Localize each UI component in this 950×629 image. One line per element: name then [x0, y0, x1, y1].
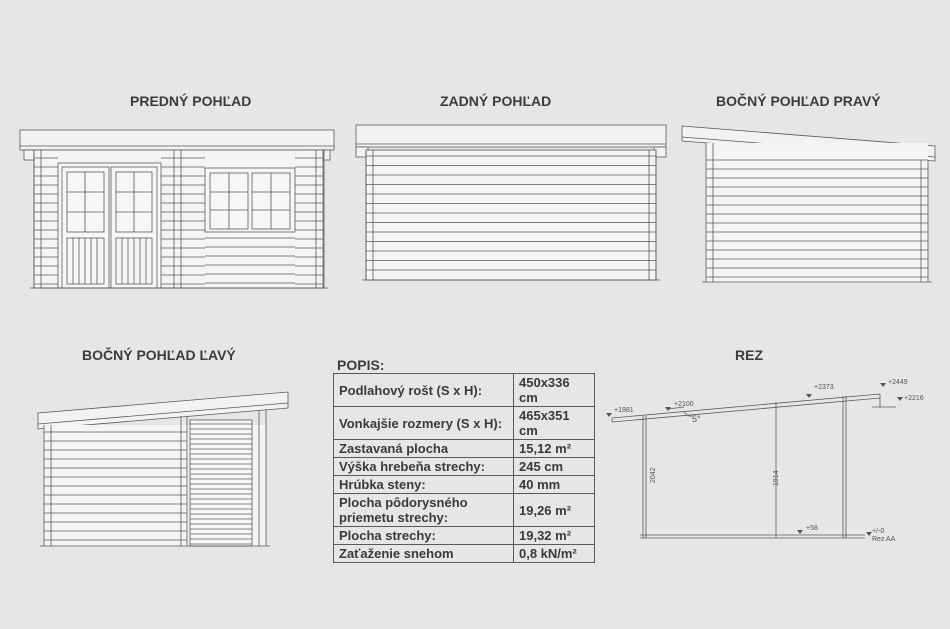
- spec-row: [334, 476, 595, 494]
- spec-label: Výška hrebeňa strechy:: [334, 458, 514, 476]
- section-drawing: [606, 383, 903, 538]
- dim-inner-height: 1914: [773, 470, 780, 486]
- spec-label: Plocha pôdorysného priemetu strechy:: [334, 494, 514, 527]
- front-elevation: [20, 130, 334, 288]
- spec-row: [334, 374, 595, 407]
- title-back-view: ZADNÝ POHĽAD: [440, 93, 552, 109]
- spec-label: Plocha strechy:: [334, 527, 514, 545]
- spec-label: Zastavaná plocha: [334, 440, 514, 458]
- dim-right-eave: +2216: [904, 395, 924, 402]
- dim-left-eave: +1981: [614, 407, 634, 414]
- spec-value: 0,8 kN/m²: [514, 545, 595, 563]
- dim-ridge: +2373: [814, 384, 834, 391]
- dim-floor: +58: [806, 525, 818, 532]
- title-front-view: PREDNÝ POHĽAD: [130, 93, 252, 109]
- dim-section-label: Rez AA: [872, 536, 896, 543]
- spec-row: [334, 494, 595, 527]
- spec-value: 465x351 cm: [514, 407, 595, 440]
- spec-row: [334, 545, 595, 563]
- spec-value: 19,26 m²: [514, 494, 595, 527]
- back-elevation: [356, 125, 666, 280]
- right-side-elevation: [682, 126, 935, 282]
- spec-value: 19,32 m²: [514, 527, 595, 545]
- spec-row: [334, 527, 595, 545]
- spec-label: Zaťaženie snehom: [334, 545, 514, 563]
- spec-value: 15,12 m²: [514, 440, 595, 458]
- spec-row: [334, 440, 595, 458]
- spec-row: [334, 407, 595, 440]
- dim-ground: +/-0: [872, 528, 885, 535]
- title-section-view: REZ: [735, 347, 763, 363]
- dim-right-top: +2449: [888, 379, 908, 386]
- spec-value: 40 mm: [514, 476, 595, 494]
- title-left-view: BOČNÝ POHĽAD ĽAVÝ: [82, 347, 236, 363]
- spec-value: 245 cm: [514, 458, 595, 476]
- dim-wall-height: 2042: [650, 467, 657, 483]
- left-side-elevation: [38, 392, 288, 546]
- spec-label: Hrúbka steny:: [334, 476, 514, 494]
- dim-left-top: +2100: [674, 401, 694, 408]
- title-right-view: BOČNÝ POHĽAD PRAVÝ: [716, 93, 881, 109]
- spec-table: [333, 373, 595, 563]
- spec-row: [334, 458, 595, 476]
- spec-label: Vonkajšie rozmery (S x H):: [334, 407, 514, 440]
- spec-label: Podlahový rošt (S x H):: [334, 374, 514, 407]
- spec-value: 450x336 cm: [514, 374, 595, 407]
- dim-slope: 5°: [692, 414, 701, 424]
- spec-heading: POPIS:: [337, 357, 385, 373]
